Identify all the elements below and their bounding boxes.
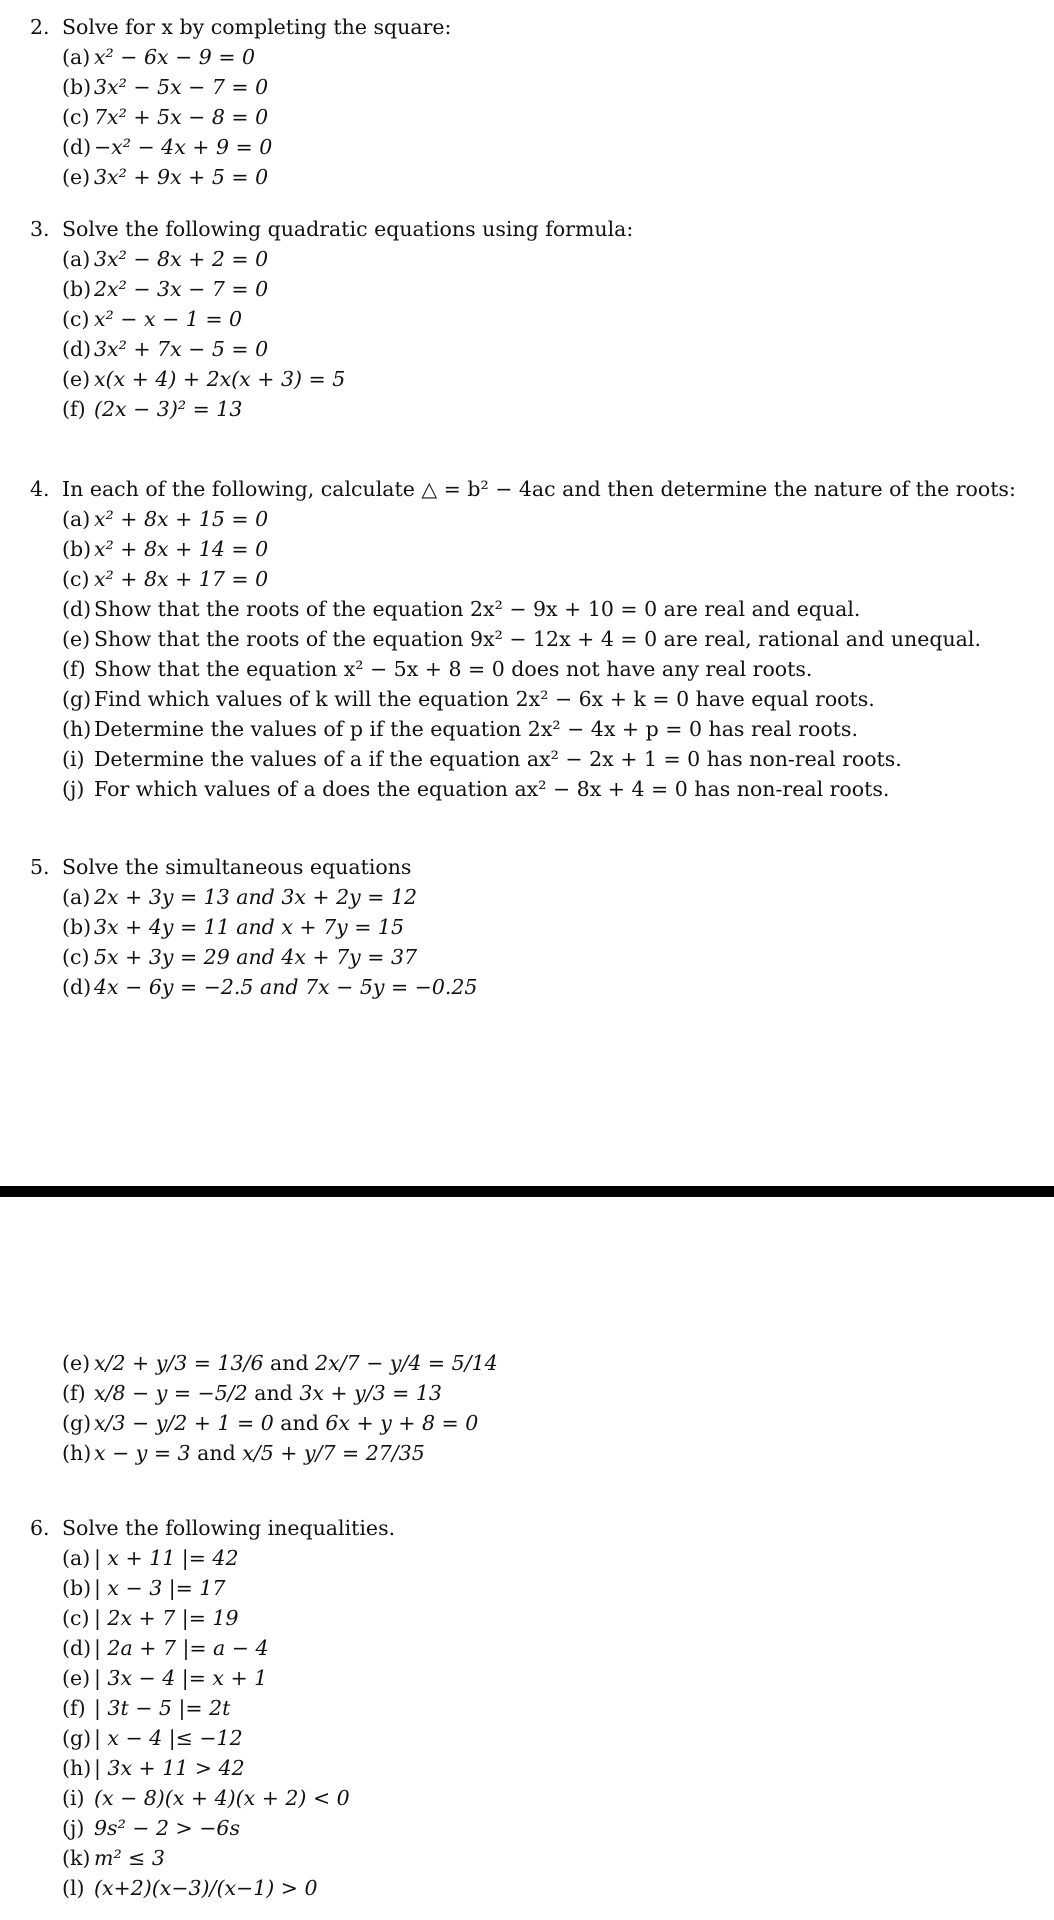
question-number: 4.: [30, 477, 50, 501]
list-item: (a) 3x² − 8x + 2 = 0: [62, 247, 269, 271]
list-item: (e) x(x + 4) + 2x(x + 3) = 5: [62, 367, 346, 391]
question-items: [62, 504, 1030, 804]
question-number: 5.: [30, 855, 50, 879]
page-bottom: [0, 1198, 1054, 1920]
list-item: (g) x/3 − y/2 + 1 = 0 and 6x + y + 8 = 0: [62, 1411, 479, 1435]
question-4: [30, 474, 1030, 804]
page-divider: [0, 1186, 1054, 1197]
list-item: (c) x² + 8x + 17 = 0: [62, 567, 269, 591]
list-item: (l) (x+2)(x−3)/(x−1) > 0: [62, 1876, 318, 1900]
list-item: (d) | 2a + 7 |= a − 4: [62, 1636, 269, 1660]
list-item: (b) 2x² − 3x − 7 = 0: [62, 277, 269, 301]
question-number: 3.: [30, 217, 50, 241]
question-title: In each of the following, calculate △ = b² − 4ac and then determine the nature of the roots:: [62, 477, 1016, 501]
list-item: (a) 2x + 3y = 13 and 3x + 2y = 12: [62, 885, 418, 909]
list-item: (b) 3x² − 5x − 7 = 0: [62, 75, 269, 99]
question-items: [62, 1348, 1030, 1468]
list-item: (i) (x − 8)(x + 4)(x + 2) < 0: [62, 1786, 350, 1810]
list-item: (d) 4x − 6y = −2.5 and 7x − 5y = −0.25: [62, 975, 478, 999]
list-item: (e) Show that the roots of the equation 9x² − 12x + 4 = 0 are real, rational and unequal.: [62, 627, 981, 651]
list-item: (e) 3x² + 9x + 5 = 0: [62, 165, 269, 189]
list-item: (j) 9s² − 2 > −6s: [62, 1816, 240, 1840]
question-3: [30, 214, 1030, 424]
list-item: (c) | 2x + 7 |= 19: [62, 1606, 239, 1630]
list-item: (d) −x² − 4x + 9 = 0: [62, 135, 273, 159]
list-item: (c) 5x + 3y = 29 and 4x + 7y = 37: [62, 945, 418, 969]
list-item: (h) Determine the values of p if the equation 2x² − 4x + p = 0 has real roots.: [62, 717, 858, 741]
question-2: [30, 12, 1030, 192]
list-item: (a) x² − 6x − 9 = 0: [62, 45, 256, 69]
question-6: [30, 1513, 1030, 1903]
list-item: (d) 3x² + 7x − 5 = 0: [62, 337, 269, 361]
list-item: (h) | 3x + 11 > 42: [62, 1756, 245, 1780]
list-item: (f) x/8 − y = −5/2 and 3x + y/3 = 13: [62, 1381, 442, 1405]
list-item: (c) x² − x − 1 = 0: [62, 307, 243, 331]
question-number: 6.: [30, 1516, 50, 1540]
question-number: 2.: [30, 15, 50, 39]
list-item: (k) m² ≤ 3: [62, 1846, 165, 1870]
list-item: (f) | 3t − 5 |= 2t: [62, 1696, 231, 1720]
question-title: Solve the following inequalities.: [62, 1516, 396, 1540]
question-5-continued: [30, 1348, 1030, 1468]
question-title: Solve for x by completing the square:: [62, 15, 452, 39]
list-item: (f) Show that the equation x² − 5x + 8 = 0 does not have any real roots.: [62, 657, 813, 681]
question-title: Solve the following quadratic equations using formula:: [62, 217, 634, 241]
list-item: (f) (2x − 3)² = 13: [62, 397, 243, 421]
list-item: (b) | x − 3 |= 17: [62, 1576, 226, 1600]
list-item: (a) x² + 8x + 15 = 0: [62, 507, 269, 531]
question-5: [30, 852, 1030, 1002]
list-item: (j) For which values of a does the equation ax² − 8x + 4 = 0 has non-real roots.: [62, 777, 890, 801]
list-item: (h) x − y = 3 and x/5 + y/7 = 27/35: [62, 1441, 425, 1465]
list-item: (a) | x + 11 |= 42: [62, 1546, 239, 1570]
list-item: (i) Determine the values of a if the equation ax² − 2x + 1 = 0 has non-real roots.: [62, 747, 902, 771]
list-item: (d) Show that the roots of the equation 2x² − 9x + 10 = 0 are real and equal.: [62, 597, 861, 621]
question-items: [62, 42, 1030, 192]
question-items: [62, 1543, 1030, 1903]
list-item: (e) x/2 + y/3 = 13/6 and 2x/7 − y/4 = 5/14: [62, 1351, 498, 1375]
question-title: Solve the simultaneous equations: [62, 855, 412, 879]
list-item: (g) | x − 4 |≤ −12: [62, 1726, 243, 1750]
list-item: (e) | 3x − 4 |= x + 1: [62, 1666, 268, 1690]
list-item: (g) Find which values of k will the equation 2x² − 6x + k = 0 have equal roots.: [62, 687, 875, 711]
list-item: (b) x² + 8x + 14 = 0: [62, 537, 269, 561]
question-items: [62, 882, 1030, 1002]
list-item: (c) 7x² + 5x − 8 = 0: [62, 105, 269, 129]
question-items: [62, 244, 1030, 424]
list-item: (b) 3x + 4y = 11 and x + 7y = 15: [62, 915, 405, 939]
